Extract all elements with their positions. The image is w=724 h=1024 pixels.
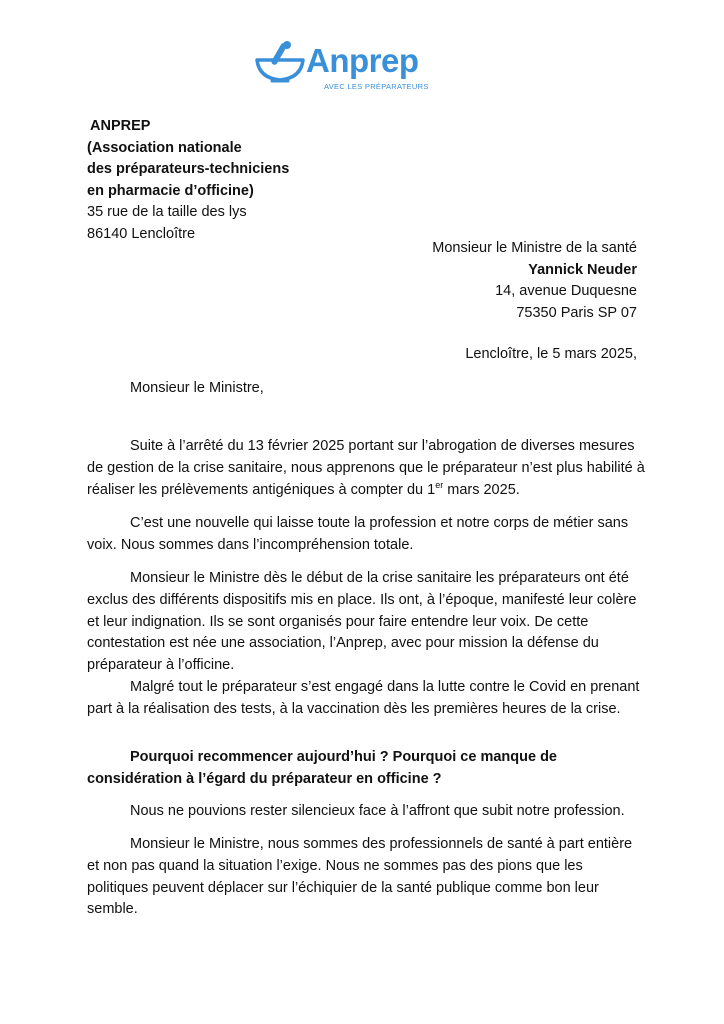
paragraph-1-end: mars 2025. [443, 481, 520, 498]
paragraph-2-text: C’est une nouvelle qui laisse toute la profession et notre corps de métier sans voix. Nous sommes dans l’incompréhension totale. [87, 515, 629, 553]
paragraph-1 [87, 436, 647, 501]
ordinal-superscript: er [435, 479, 444, 490]
paragraph-7 [87, 834, 647, 921]
recipient-name: Yannick Neuder [528, 261, 637, 278]
sender-name: ANPREP [90, 118, 151, 134]
salutation: Monsieur le Ministre, [130, 380, 264, 396]
sender-street: 35 rue de la taille des lys [87, 204, 247, 220]
paragraph-7-text: Monsieur le Ministre, nous sommes des professionnels de santé à part entière et non pas quand la situation l’exige. Nous ne sommes pas des pions que les politiques peuvent déplacer sur l’échiquier de la santé publique comme bon leur semble. [87, 836, 633, 918]
paragraph-5-text: Pourquoi recommencer aujourd’hui ? Pourquoi ce manque de considération à l’égard du préparateur en officine ? [87, 749, 557, 787]
sender-full-name-line3: en pharmacie d’officine) [87, 182, 254, 199]
sender-full-name-line1: (Association nationale [87, 139, 242, 156]
paragraph-4-text: Malgré tout le préparateur s’est engagé dans la lutte contre le Covid en prenant part à la réalisation des tests, à la vaccination dès les premières heures de la crise. [87, 679, 640, 717]
logo-wordmark: Anprep [306, 42, 419, 79]
mortar-and-pestle-icon [254, 40, 310, 84]
paragraph-2 [87, 513, 647, 557]
paragraph-5-bold-question [87, 747, 647, 791]
anprep-logo [254, 40, 444, 96]
logo-tagline: AVEC LES PRÉPARATEURS [324, 82, 429, 91]
paragraph-3 [87, 568, 647, 677]
sender-city: 86140 Lencloître [87, 225, 196, 242]
recipient-address-block [432, 238, 637, 324]
recipient-title: Monsieur le Ministre de la santé [432, 240, 637, 256]
recipient-street: 14, avenue Duquesne [495, 283, 637, 299]
paragraph-6 [87, 801, 647, 823]
recipient-city: 75350 Paris SP 07 [516, 304, 637, 321]
sender-address-block [87, 116, 289, 245]
paragraph-3-text: Monsieur le Ministre dès le début de la crise sanitaire les préparateurs ont été exclus des différents dispositifs mis en place. Ils ont, à l’époque, manifesté leur colère et leur indignation. Ils se sont organisés pour faire entendre leur voix. De cette contestation est née une association, l’Anprep, avec pour mission la défense du préparateur à l’officine. [87, 570, 637, 674]
paragraph-1-text: Suite à l’arrêté du 13 février 2025 portant sur l’abrogation de diverses mesures de gestion de la crise sanitaire, nous apprenons que le préparateur n’est plus habilité à réaliser les prélèvements antigéniques à compter du 1 [87, 438, 645, 498]
sender-full-name-line2: des préparateurs-techniciens [87, 161, 290, 177]
letter-date: Lencloître, le 5 mars 2025, [465, 346, 637, 362]
paragraph-4 [87, 677, 647, 721]
paragraph-6-text: Nous ne pouvions rester silencieux face à l’affront que subit notre profession. [130, 803, 625, 819]
